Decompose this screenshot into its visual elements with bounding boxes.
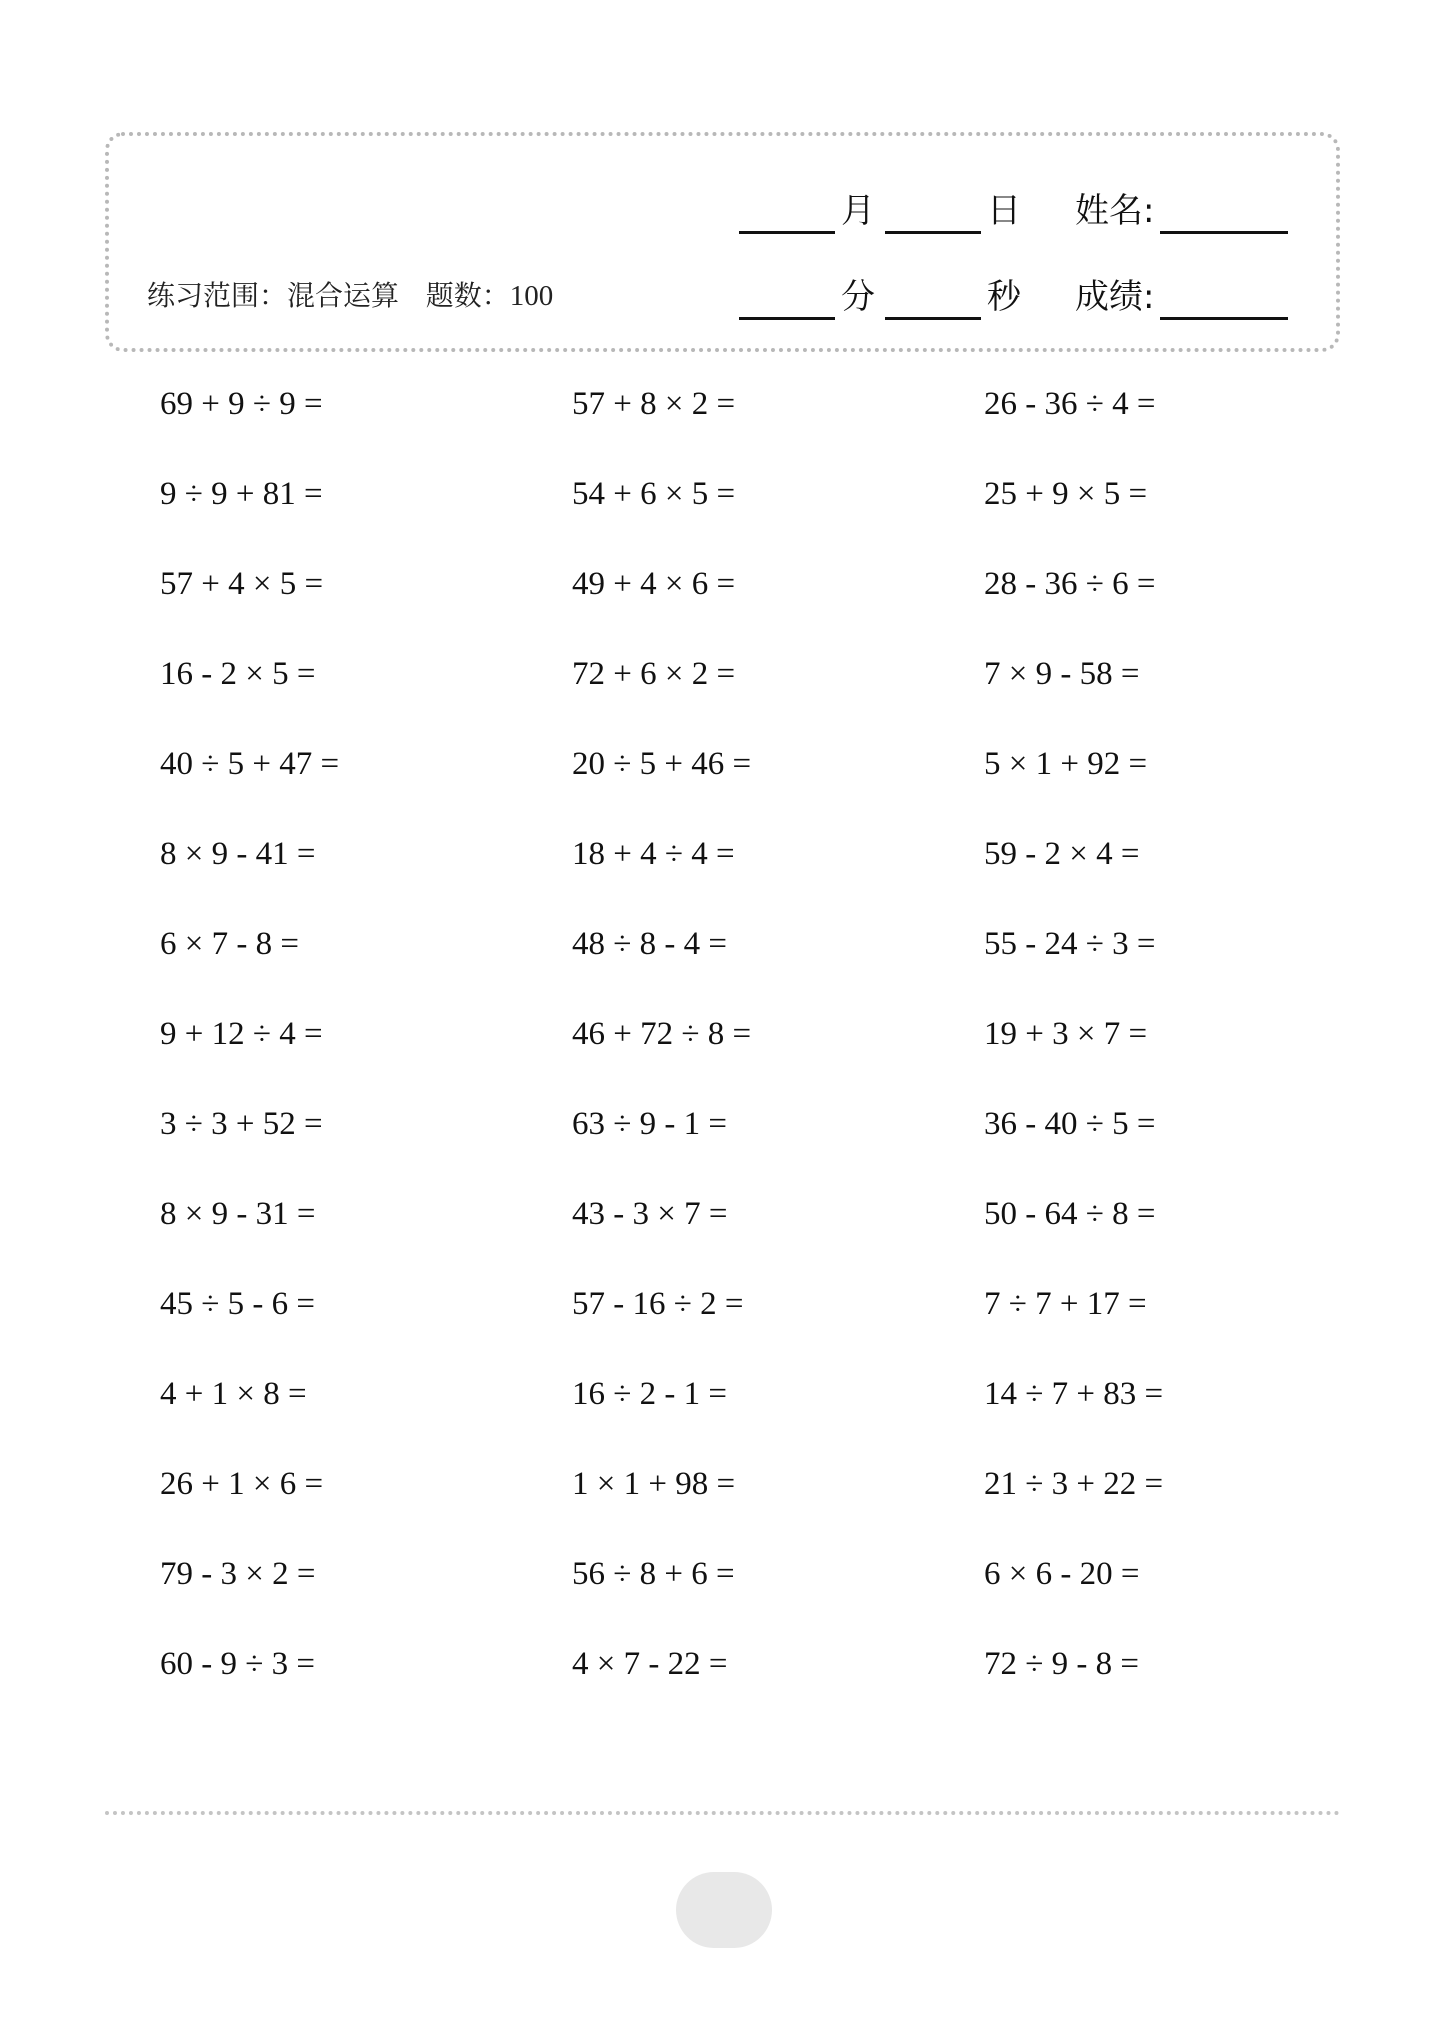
math-problem: 1 × 1 + 98 = xyxy=(572,1466,736,1502)
math-problem: 20 ÷ 5 + 46 = xyxy=(572,746,752,782)
math-problem: 4 + 1 × 8 = xyxy=(160,1376,307,1412)
second-blank[interactable] xyxy=(885,273,981,320)
math-problem: 4 × 7 - 22 = xyxy=(572,1646,728,1682)
math-problem: 57 + 8 × 2 = xyxy=(572,386,736,422)
math-problem: 16 - 2 × 5 = xyxy=(160,656,316,692)
count-label: 题数： xyxy=(425,279,510,312)
math-problem: 45 ÷ 5 - 6 = xyxy=(160,1286,315,1322)
math-problem: 57 - 16 ÷ 2 = xyxy=(572,1286,744,1322)
math-problem: 43 - 3 × 7 = xyxy=(572,1196,728,1232)
month-blank[interactable] xyxy=(739,187,835,234)
time-score-row xyxy=(739,260,1288,320)
math-problem: 56 ÷ 8 + 6 = xyxy=(572,1556,735,1592)
practice-scope xyxy=(147,274,553,314)
math-problem: 79 - 3 × 2 = xyxy=(160,1556,316,1592)
math-problem: 48 ÷ 8 - 4 = xyxy=(572,926,727,962)
math-problem: 72 ÷ 9 - 8 = xyxy=(984,1646,1139,1682)
page-number-badge xyxy=(676,1872,772,1948)
minute-blank[interactable] xyxy=(739,273,835,320)
worksheet-header xyxy=(105,132,1340,352)
math-problem: 6 × 6 - 20 = xyxy=(984,1556,1140,1592)
name-blank[interactable] xyxy=(1160,187,1288,234)
second-label: 秒 xyxy=(987,277,1021,317)
math-problem: 26 + 1 × 6 = xyxy=(160,1466,324,1502)
math-problem: 46 + 72 ÷ 8 = xyxy=(572,1016,752,1052)
count-value: 100 xyxy=(509,280,554,312)
math-problem: 50 - 64 ÷ 8 = xyxy=(984,1196,1156,1232)
minute-label: 分 xyxy=(841,277,875,317)
math-problem: 16 ÷ 2 - 1 = xyxy=(572,1376,727,1412)
day-blank[interactable] xyxy=(885,187,981,234)
day-label: 日 xyxy=(987,191,1021,231)
math-problem: 21 ÷ 3 + 22 = xyxy=(984,1466,1164,1502)
math-problem: 9 ÷ 9 + 81 = xyxy=(160,476,323,512)
month-label: 月 xyxy=(841,191,875,231)
math-problem: 8 × 9 - 41 = xyxy=(160,836,316,872)
math-problem: 26 - 36 ÷ 4 = xyxy=(984,386,1156,422)
math-problem: 8 × 9 - 31 = xyxy=(160,1196,316,1232)
math-problem: 14 ÷ 7 + 83 = xyxy=(984,1376,1164,1412)
math-problem: 63 ÷ 9 - 1 = xyxy=(572,1106,727,1142)
math-problem: 69 + 9 ÷ 9 = xyxy=(160,386,323,422)
math-problem: 7 × 9 - 58 = xyxy=(984,656,1140,692)
math-problem: 9 + 12 ÷ 4 = xyxy=(160,1016,323,1052)
math-problem: 57 + 4 × 5 = xyxy=(160,566,324,602)
math-problem: 59 - 2 × 4 = xyxy=(984,836,1140,872)
math-problem: 72 + 6 × 2 = xyxy=(572,656,736,692)
math-problem: 60 - 9 ÷ 3 = xyxy=(160,1646,315,1682)
math-problem: 36 - 40 ÷ 5 = xyxy=(984,1106,1156,1142)
math-problem: 18 + 4 ÷ 4 = xyxy=(572,836,735,872)
math-problem: 6 × 7 - 8 = xyxy=(160,926,299,962)
math-problem: 54 + 6 × 5 = xyxy=(572,476,736,512)
math-problem: 49 + 4 × 6 = xyxy=(572,566,736,602)
math-problem: 7 ÷ 7 + 17 = xyxy=(984,1286,1147,1322)
math-problem: 25 + 9 × 5 = xyxy=(984,476,1148,512)
score-label: 成绩: xyxy=(1075,277,1155,317)
math-problem: 5 × 1 + 92 = xyxy=(984,746,1148,782)
name-label: 姓名: xyxy=(1075,191,1155,231)
scope-label: 练习范围：混合运算 xyxy=(147,279,400,312)
score-blank[interactable] xyxy=(1160,273,1288,320)
footer-divider xyxy=(105,1811,1340,1815)
math-problem: 19 + 3 × 7 = xyxy=(984,1016,1148,1052)
math-problem: 40 ÷ 5 + 47 = xyxy=(160,746,340,782)
math-problem: 55 - 24 ÷ 3 = xyxy=(984,926,1156,962)
math-problem: 3 ÷ 3 + 52 = xyxy=(160,1106,323,1142)
date-name-row xyxy=(739,174,1288,234)
problem-grid xyxy=(160,372,1360,1722)
math-problem: 28 - 36 ÷ 6 = xyxy=(984,566,1156,602)
